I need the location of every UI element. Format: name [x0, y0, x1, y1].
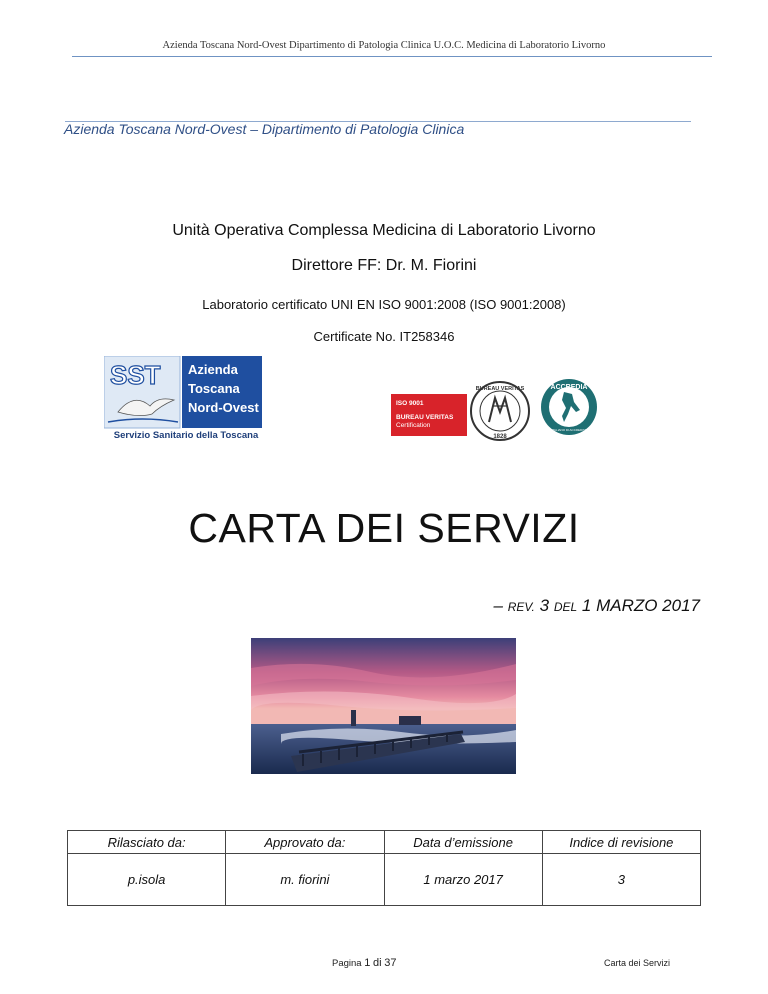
page-current: 1 — [364, 957, 371, 969]
bv-line-2: BUREAU VERITAS — [396, 414, 454, 421]
bureau-veritas-iso-logo — [391, 394, 467, 436]
revision-rev-label: REV. — [507, 600, 535, 614]
director-line: Direttore FF: Dr. M. Fiorini — [291, 257, 477, 274]
bv-line-1: ISO 9001 — [396, 400, 424, 407]
table-header-cell: Indice di revisione — [542, 831, 700, 854]
sst-caption: Servizio Sanitario della Toscana — [113, 430, 259, 441]
page-label: Pagina — [332, 958, 362, 969]
department-line: Azienda Toscana Nord-Ovest – Dipartimento di Patologia Clinica — [64, 121, 465, 137]
accredia-subtext: L'ENTE ITALIANO DI ACCREDITAMENTO — [540, 428, 598, 432]
table-cell: p.isola — [68, 854, 226, 906]
sst-name-line-3: Nord-Ovest — [188, 400, 259, 415]
document-title: CARTA DEI SERVIZI — [188, 505, 580, 551]
sst-name-line-2: Toscana — [188, 381, 240, 396]
accredia-text: ACCREDIA — [550, 384, 588, 391]
revision-date: 1 MARZO 2017 — [581, 596, 700, 615]
revision-line — [0, 596, 700, 616]
sst-badge-text: SST — [110, 360, 161, 390]
revision-number: 3 — [539, 596, 550, 615]
table-header-cell: Data d’emissione — [384, 831, 542, 854]
table-header-row — [68, 831, 701, 854]
table-cell: 3 — [542, 854, 700, 906]
document-info-table — [67, 830, 701, 906]
page-number — [332, 957, 396, 969]
revision-dash: – — [493, 596, 504, 615]
sst-name-line-1: Azienda — [188, 362, 238, 377]
table-cell: m. fiorini — [226, 854, 384, 906]
bv-seal-year: 1828 — [493, 434, 507, 440]
bv-line-3: Certification — [396, 422, 431, 429]
table-header-cell: Approvato da: — [226, 831, 384, 854]
page-total: 37 — [384, 957, 397, 969]
accredia-logo — [540, 378, 598, 436]
certification-line: Laboratorio certificato UNI EN ISO 9001:2008 (ISO 9001:2008) — [202, 297, 566, 312]
bv-seal-text: BUREAU VERITAS — [475, 386, 525, 392]
unit-name: Unità Operativa Complessa Medicina di Laboratorio Livorno — [172, 222, 596, 239]
running-header: Azienda Toscana Nord-Ovest Dipartimento di Patologia Clinica U.O.C. Medicina di Laboratorio Livorno — [162, 40, 606, 51]
cover-photo — [251, 638, 516, 774]
table-row — [68, 854, 701, 906]
page-separator: di — [373, 957, 382, 969]
footer-doc-title: Carta dei Servizi — [604, 958, 671, 968]
certificate-number: Certificate No. IT258346 — [313, 329, 455, 344]
bureau-veritas-seal — [469, 378, 531, 446]
revision-del-label: DEL — [553, 600, 578, 614]
header-rule — [72, 56, 712, 57]
table-cell: 1 marzo 2017 — [384, 854, 542, 906]
table-header-cell: Rilasciato da: — [68, 831, 226, 854]
